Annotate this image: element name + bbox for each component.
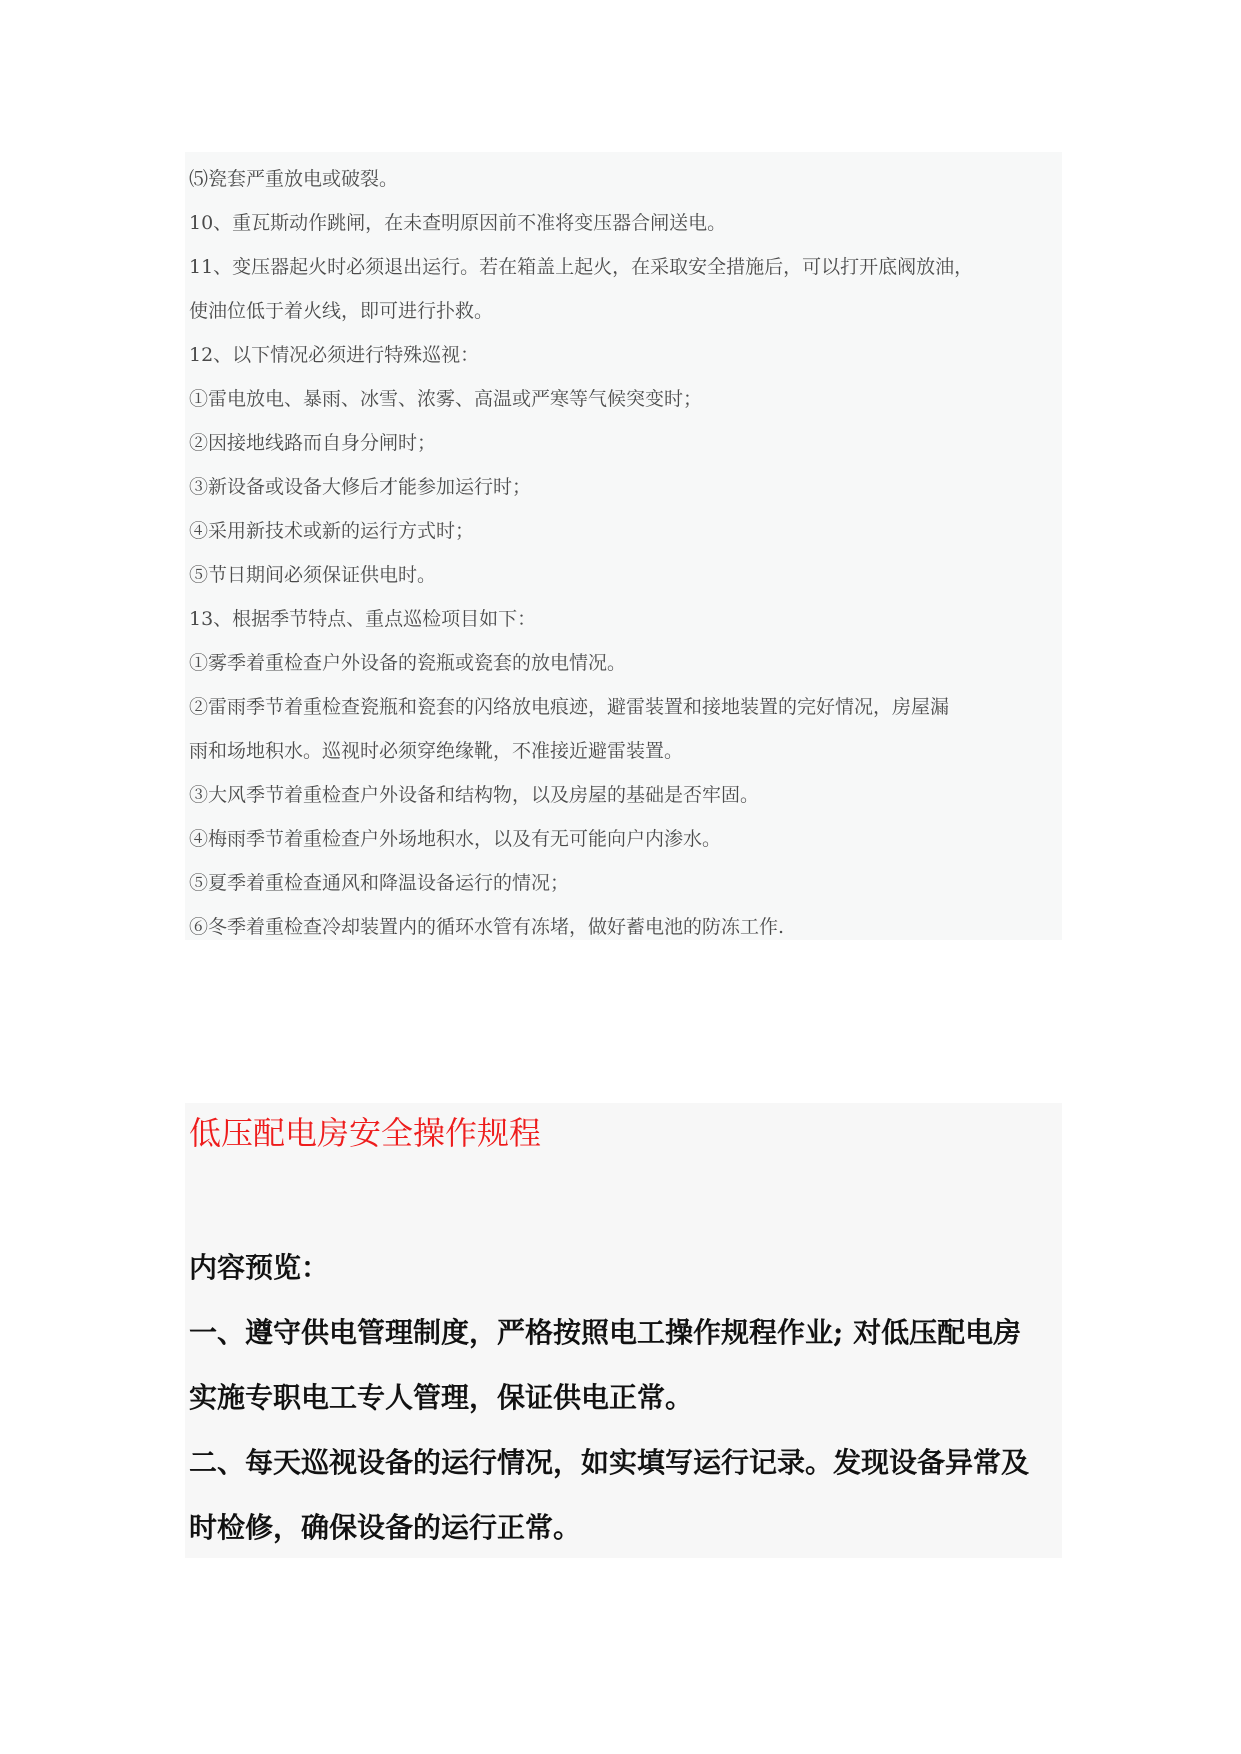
preview-line: 时检修，确保设备的运行正常。 <box>189 1511 582 1544</box>
preview-line: 一、遵守供电管理制度，严格按照电工操作规程作业; 对低压配电房 <box>189 1316 1022 1349</box>
previous-section-text <box>185 152 1062 940</box>
document-title: 低压配电房安全操作规程 <box>189 1114 542 1152</box>
text-line: ④采用新技术或新的运行方式时； <box>189 520 475 542</box>
text-line: 使油位低于着火线，即可进行扑救。 <box>189 300 494 322</box>
text-line: ②雷雨季节着重检查瓷瓶和瓷套的闪络放电痕迹，避雷装置和接地装置的完好情况，房屋漏 <box>189 696 950 718</box>
regulation-preview <box>185 1103 1062 1558</box>
text-line: ⑤夏季着重检查通风和降温设备运行的情况； <box>189 872 570 894</box>
text-line: ④梅雨季节着重检查户外场地积水，以及有无可能向户内渗水。 <box>189 828 722 850</box>
preview-line: 实施专职电工专人管理，保证供电正常。 <box>189 1381 694 1414</box>
text-line: ③大风季节着重检查户外设备和结构物，以及房屋的基础是否牢固。 <box>189 784 760 806</box>
text-line: ⑤节日期间必须保证供电时。 <box>189 564 437 586</box>
text-line: 13、根据季节特点、重点巡检项目如下： <box>189 608 537 630</box>
text-line: 雨和场地积水。巡视时必须穿绝缘靴，不准接近避雷装置。 <box>189 740 684 762</box>
text-line: 12、以下情况必须进行特殊巡视： <box>189 344 480 366</box>
preview-heading: 内容预览： <box>189 1251 330 1284</box>
text-line: 10、重瓦斯动作跳闸，在未查明原因前不准将变压器合闸送电。 <box>189 212 727 234</box>
preview-line: 二、每天巡视设备的运行情况，如实填写运行记录。发现设备异常及 <box>189 1446 1030 1479</box>
text-line: ⑥冬季着重检查冷却装置内的循环水管有冻堵，做好蓄电池的防冻工作. <box>189 916 785 938</box>
text-line: ②因接地线路而自身分闸时； <box>189 432 437 454</box>
text-line: ①雷电放电、暴雨、冰雪、浓雾、高温或严寒等气候突变时； <box>189 388 703 410</box>
text-line: 11、变压器起火时必须退出运行。若在箱盖上起火，在采取安全措施后，可以打开底阀放油， <box>189 256 974 278</box>
text-line: ③新设备或设备大修后才能参加运行时； <box>189 476 532 498</box>
text-line: ①雾季着重检查户外设备的瓷瓶或瓷套的放电情况。 <box>189 652 627 674</box>
text-line: ⑸瓷套严重放电或破裂。 <box>189 168 399 190</box>
